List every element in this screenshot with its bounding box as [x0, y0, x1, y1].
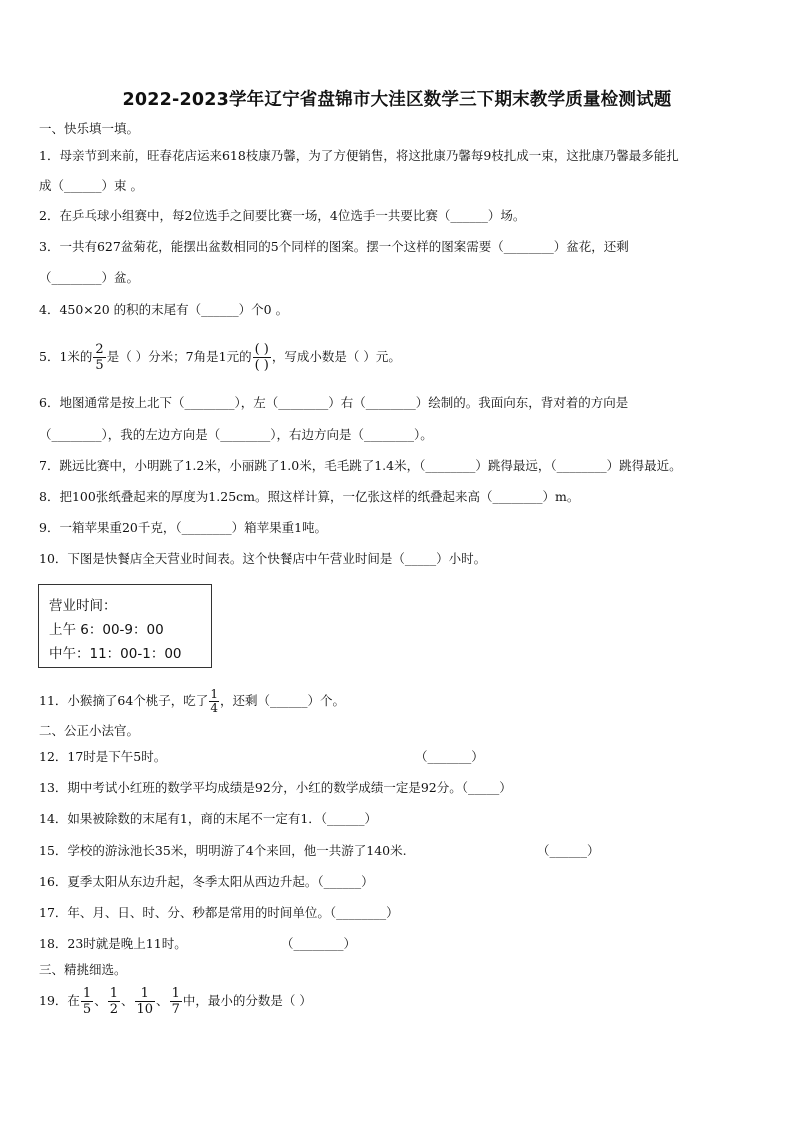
business-hours-noon: 中午：11：00-1：00: [49, 646, 182, 662]
list-separator: 、: [120, 993, 134, 1008]
section-heading-fill-blank: 一、快乐填一填。: [39, 121, 140, 136]
fraction-numerator: 1: [171, 986, 180, 1001]
fraction-numerator: 1: [109, 986, 118, 1001]
question-5-prefix: 5．1米的: [39, 349, 93, 364]
question-4: 4．450×20 的积的末尾有（______）个0 。: [39, 302, 289, 317]
business-hours-heading: 营业时间：: [49, 598, 117, 614]
fraction-option: [135, 986, 156, 1017]
question-12: 12．17时是下午5时。: [39, 749, 167, 764]
fraction-denominator: 5: [82, 1002, 92, 1017]
question-1-line-1: 1．母亲节到来前，旺春花店运来618枝康乃馨，为了方便销售，将这批康乃馨每9枝扎成一束，这批康乃馨最多能扎: [39, 148, 679, 163]
fraction-denominator: 10: [136, 1002, 154, 1017]
fraction-denominator: 5: [95, 358, 104, 373]
fraction-numerator: 1: [82, 986, 92, 1001]
question-18-answer-blank: （________）: [281, 936, 357, 951]
fraction-blank-numerator: ( ): [254, 342, 269, 357]
question-5: [39, 338, 401, 376]
question-5-suffix: ，写成小数是（ ）元。: [271, 349, 401, 364]
question-15-answer-blank: （______）: [537, 843, 600, 858]
business-hours-table: [38, 584, 212, 668]
question-17: 17．年、月、日、时、分、秒都是常用的时间单位。（________）: [39, 905, 399, 920]
question-16: 16．夏季太阳从东边升起，冬季太阳从西边升起。（______）: [39, 874, 374, 889]
question-13: 13．期中考试小红班的数学平均成绩是92分，小红的数学成绩一定是92分。（_____）: [39, 780, 512, 795]
fraction-numerator: 2: [95, 342, 104, 357]
question-11-suffix: ，还剩（______）个。: [219, 693, 345, 708]
fraction-blank: [253, 342, 271, 373]
question-9: 9．一箱苹果重20千克，（________）箱苹果重1吨。: [39, 520, 328, 535]
question-1-line-2: 成（______）束 。: [39, 178, 143, 193]
list-separator: 、: [94, 993, 107, 1008]
fraction-denominator: 7: [171, 1002, 180, 1017]
question-3-line-2: （________）盆。: [39, 270, 140, 285]
question-19-prefix: 19．在: [39, 993, 80, 1008]
fraction-numerator: 1: [210, 687, 218, 701]
question-6-line-1: 6．地图通常是按上北下（________），左（________）右（________）绘制的。我面向东，背对着的方向是: [39, 395, 629, 410]
fraction-two-fifths: [93, 342, 105, 373]
list-separator: 、: [156, 993, 169, 1008]
fraction-denominator: 4: [210, 701, 218, 715]
question-19: [39, 982, 312, 1020]
section-heading-multiple-choice: 三、精挑细选。: [39, 962, 127, 977]
section-heading-true-false: 二、公正小法官。: [39, 723, 140, 738]
fraction-option: [81, 986, 93, 1017]
question-14: 14．如果被除数的末尾有1，商的末尾不一定有1．（______）: [39, 811, 378, 826]
fraction-option: [108, 986, 120, 1017]
business-hours-morning: 上午 6：00-9：00: [49, 622, 164, 638]
question-19-suffix: 中，最小的分数是（ ）: [182, 993, 312, 1008]
question-12-answer-blank: （_______）: [415, 749, 484, 764]
fraction-blank-denominator: ( ): [254, 358, 269, 373]
question-18: 18．23时就是晚上11时。: [39, 936, 187, 951]
question-11-prefix: 11．小猴摘了64个桃子，吃了: [39, 693, 209, 708]
page-title: 2022-2023学年辽宁省盘锦市大洼区数学三下期末教学质量检测试题: [122, 90, 672, 110]
question-5-middle: 是（ ）分米；7角是1元的: [106, 349, 252, 364]
question-15: 15．学校的游泳池长35米，明明游了4个来回，他一共游了140米.: [39, 843, 407, 858]
fraction-option: [170, 986, 182, 1017]
question-3-line-1: 3．一共有627盆菊花，能摆出盆数相同的5个同样的图案。摆一个这样的图案需要（________）盆花，还剩: [39, 239, 629, 254]
question-6-line-2: （________），我的左边方向是（________），右边方向是（________）。: [39, 427, 433, 442]
question-2: 2．在乒乓球小组赛中，每2位选手之间要比赛一场，4位选手一共要比赛（______）场。: [39, 208, 526, 223]
fraction-denominator: 2: [109, 1002, 118, 1017]
fraction-one-quarter: [209, 688, 219, 715]
question-8: 8．把100张纸叠起来的厚度为1.25cm。照这样计算，一亿张这样的纸叠起来高（________）m。: [39, 489, 580, 504]
question-10: 10．下图是快餐店全天营业时间表。这个快餐店中午营业时间是（_____）小时。: [39, 551, 487, 566]
question-11: [39, 684, 345, 718]
fraction-numerator: 1: [135, 986, 156, 1002]
question-7: 7．跳远比赛中，小明跳了1.2米，小丽跳了1.0米，毛毛跳了1.4米，（________）跳得最远，（________）跳得最近。: [39, 458, 682, 473]
